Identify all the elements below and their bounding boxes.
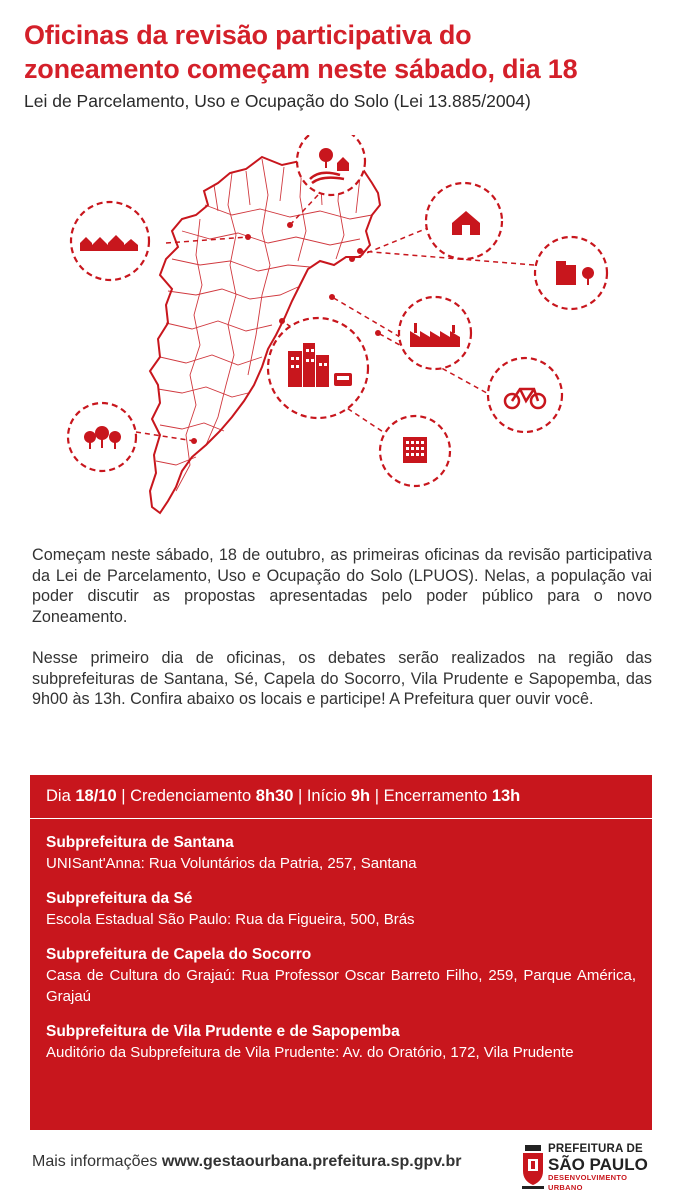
sao-paulo-map-illustration xyxy=(0,135,682,535)
list-item xyxy=(46,832,636,874)
apartment-icon xyxy=(403,437,427,463)
schedule-box xyxy=(30,775,652,1130)
start-value: 9h xyxy=(350,787,371,805)
schedule-header xyxy=(30,775,652,819)
logo-text xyxy=(548,1143,652,1193)
location-title: Subprefeitura da Sé xyxy=(46,890,193,907)
title-line-2: zoneamento começam neste sábado, dia 18 xyxy=(24,54,578,84)
list-item xyxy=(46,888,636,930)
location-address: Escola Estadual São Paulo: Rua da Figueira, 500, Brás xyxy=(46,911,415,928)
location-address: Casa de Cultura do Grajaú: Rua Professor Oscar Barreto Filho, 259, Parque América, Grajaú xyxy=(46,967,636,1005)
start-label: Início xyxy=(306,787,351,805)
more-info-label: Mais informações xyxy=(32,1153,162,1170)
coat-of-arms-icon xyxy=(520,1145,546,1191)
day-value: 18/10 xyxy=(75,787,117,805)
logo-line-2: SÃO PAULO xyxy=(548,1155,648,1174)
location-title: Subprefeitura de Capela do Socorro xyxy=(46,946,312,963)
end-label: Encerramento xyxy=(383,787,492,805)
list-item xyxy=(46,1021,636,1063)
website-link[interactable]: www.gestaourbana.prefeitura.sp.gpv.br xyxy=(161,1153,462,1170)
prefeitura-logo xyxy=(520,1143,650,1193)
paragraph-1: Começam neste sábado, 18 de outubro, as primeiras oficinas da revisão participativa da Lei de Parcelamento, Uso e Ocupação do Solo (LPUOS). Nelas, a população vai poder discutir as propostas apresentadas pelo poder público para o novo Zoneamento. xyxy=(32,546,652,626)
credential-label: Credenciamento xyxy=(130,787,256,805)
location-address: Auditório da Subprefeitura de Vila Prudente: Av. do Oratório, 172, Vila Prudente xyxy=(46,1044,574,1061)
location-list xyxy=(30,819,652,1063)
separator: | xyxy=(116,787,131,805)
title-line-1: Oficinas da revisão participativa do xyxy=(24,20,472,50)
logo-line-1: PREFEITURA DE xyxy=(548,1143,643,1155)
separator: | xyxy=(370,787,384,805)
location-title: Subprefeitura de Santana xyxy=(46,834,234,851)
header xyxy=(24,18,664,112)
paragraph-2: Nesse primeiro dia de oficinas, os debates serão realizados na região das subprefeituras de Santana, Sé, Capela do Socorro, Vila Prudente e Sapopemba, das 9h00 às 13h. Confira abaixo os locais e participe! A Prefeitura quer ouvir você. xyxy=(32,649,652,708)
list-item xyxy=(46,944,636,1007)
page-title xyxy=(24,18,664,86)
body-text xyxy=(32,545,652,731)
credential-value: 8h30 xyxy=(255,787,294,805)
logo-line-3: DESENVOLVIMENTO URBANO xyxy=(548,1173,628,1192)
separator: | xyxy=(293,787,307,805)
day-label: Dia xyxy=(46,787,76,805)
location-address: UNISant'Anna: Rua Voluntários da Patria, 257, Santana xyxy=(46,855,417,872)
subtitle: Lei de Parcelamento, Uso e Ocupação do Solo (Lei 13.885/2004) xyxy=(24,91,531,111)
location-title: Subprefeitura de Vila Prudente e de Sapopemba xyxy=(46,1023,400,1040)
end-value: 13h xyxy=(491,787,521,805)
illustration xyxy=(0,135,682,535)
footer xyxy=(32,1153,461,1171)
